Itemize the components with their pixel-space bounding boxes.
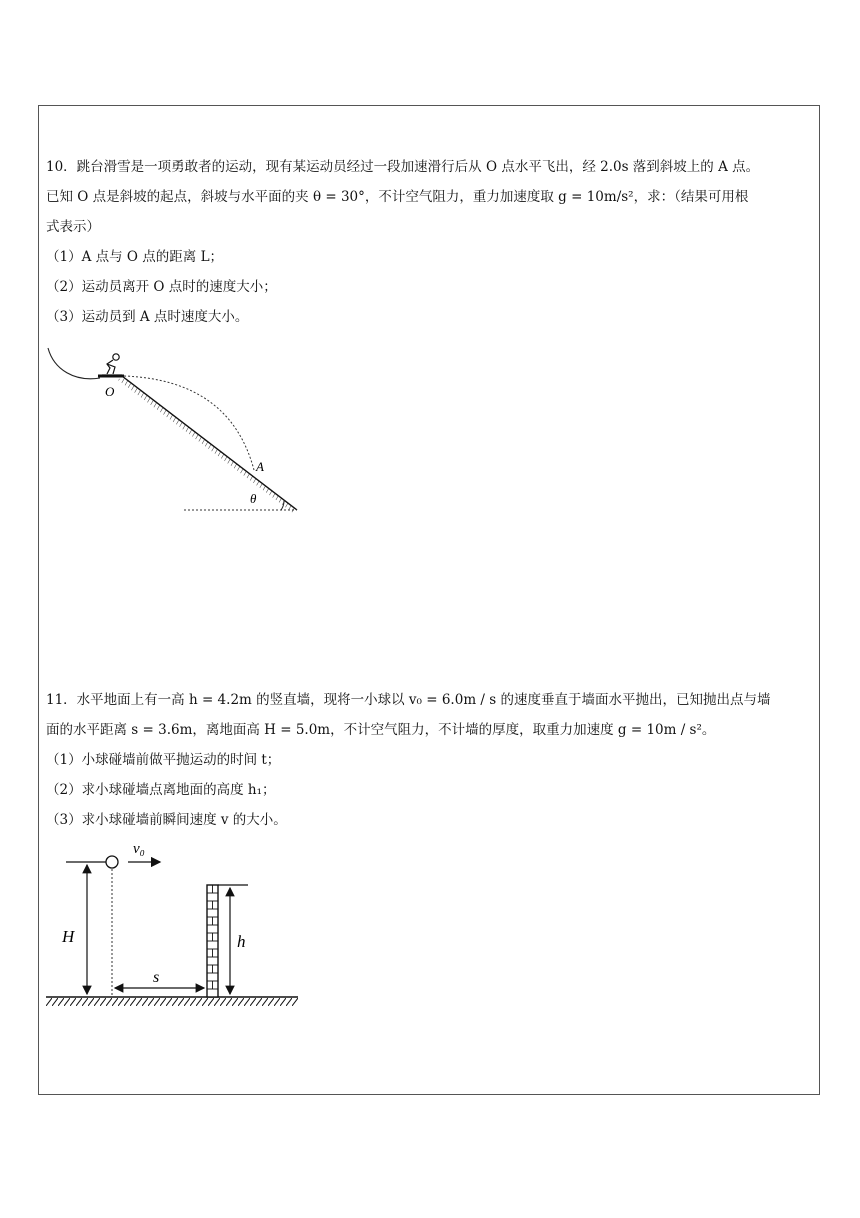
q10-part-2: （2）运动员离开 O 点时的速度大小； (46, 279, 277, 295)
q10-stem-line-2: 已知 O 点是斜坡的起点，斜坡与水平面的夹 θ = 30°，不计空气阻力，重力加速度取 g = 10m/s²，求：（结果可用根 (46, 189, 749, 205)
ramp-curve (48, 348, 100, 379)
q11-part-1: （1）小球碰墙前做平抛运动的时间 t； (46, 752, 281, 768)
slope-line (122, 376, 297, 510)
label-s: s (153, 969, 160, 986)
q11-stem-line-1: 11．水平地面上有一高 h = 4.2m 的竖直墙，现将一小球以 v₀ = 6.0m / s 的速度垂直于墙面水平抛出，已知抛出点与墙 (46, 692, 771, 708)
trajectory-dotted (124, 376, 254, 470)
ground-hatching (46, 998, 298, 1006)
q10-stem-line-3: 式表示） (46, 219, 100, 235)
q10-stem-line-1: 10．跳台滑雪是一项勇敢者的运动，现有某运动员经过一段加速滑行后从 O 点水平飞出，经 2.0s 落到斜坡上的 A 点。 (46, 159, 760, 175)
q11-wall-projectile-figure (40, 838, 310, 1013)
skier-icon (102, 354, 122, 375)
q11-stem-line-2: 面的水平距离 s = 3.6m，离地面高 H = 5.0m，不计空气阻力，不计墙的厚度，取重力加速度 g = 10m / s²。 (46, 722, 716, 738)
q11-part-3: （3）求小球碰墙前瞬间速度 v 的大小。 (46, 812, 287, 828)
ball (106, 856, 118, 868)
slope-hatching (118, 377, 297, 513)
label-H: H (62, 927, 75, 946)
question-11 (46, 685, 770, 835)
q10-ski-slope-figure (40, 340, 320, 520)
q10-part-3: （3）运动员到 A 点时速度大小。 (46, 309, 249, 325)
label-theta: θ (250, 491, 257, 506)
label-v0: v₀ (133, 841, 145, 857)
q10-part-1: （1）A 点与 O 点的距离 L； (46, 249, 224, 265)
q11-part-2: （2）求小球碰墙点离地面的高度 h₁； (46, 782, 276, 798)
label-A: A (256, 459, 264, 474)
label-O: O (105, 384, 115, 399)
label-h: h (237, 932, 246, 951)
question-10 (46, 152, 759, 332)
brick-wall (207, 885, 218, 997)
